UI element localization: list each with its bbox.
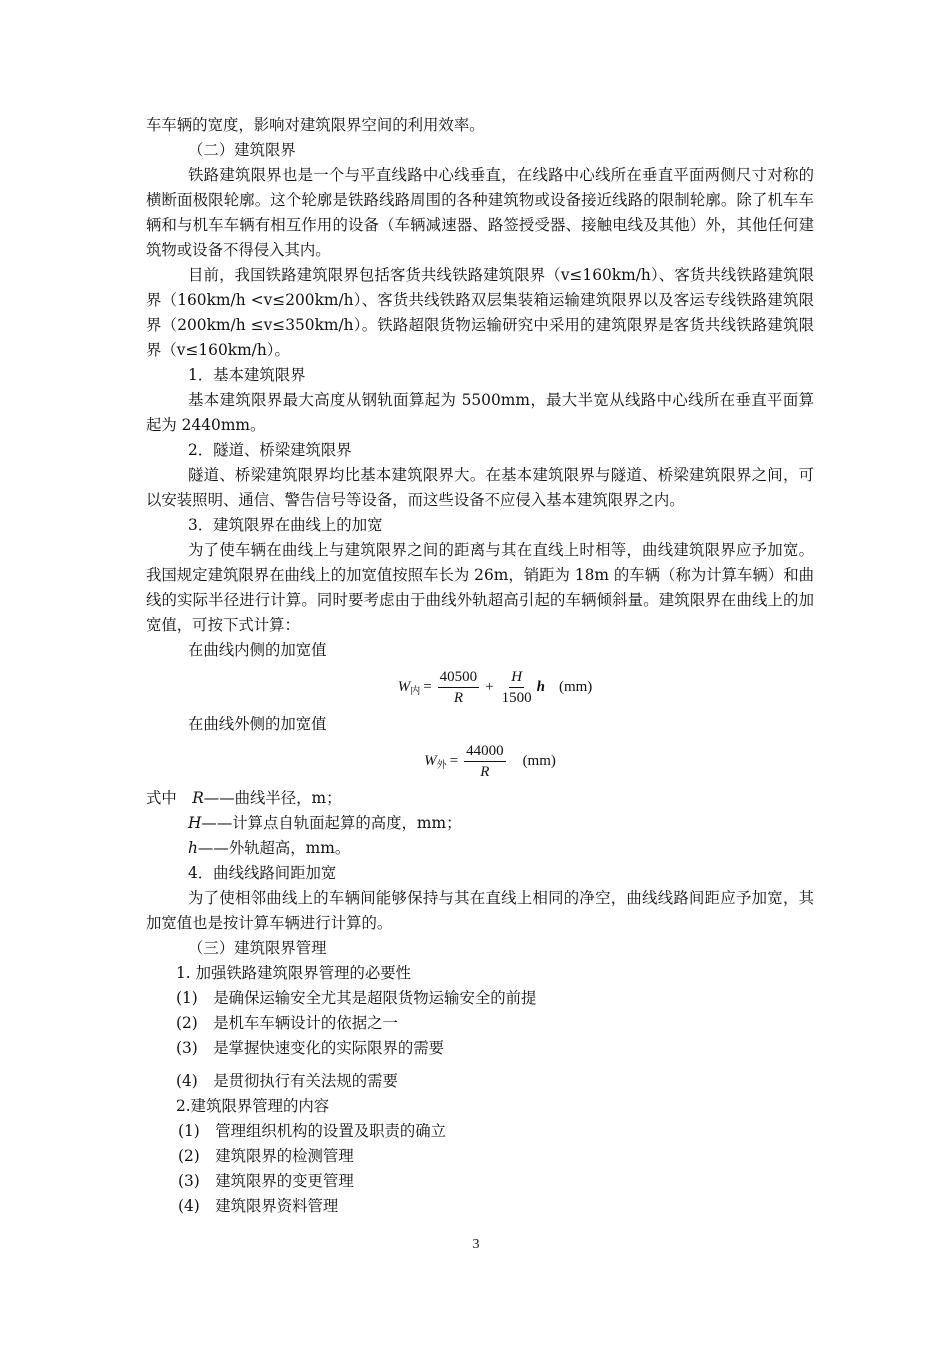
label-inner-widening: 在曲线内侧的加宽值 [188,641,327,659]
page-number: 3 [472,1237,480,1252]
formula-outer [166,741,814,782]
list-item: (2) 是机车车辆设计的依据之一 [176,1014,398,1032]
legend-r: 式中 R——曲线半径，m； [146,789,342,807]
paragraph-basic-clearance: 基本建筑限界最大高度从钢轨面算起为 5500mm，最大半宽从线路中心线所在垂直平面算起为 2440mm。 [146,391,814,434]
heading-building-clearance: （二）建筑限界 [188,141,296,159]
section2-title: 2.建筑限界管理的内容 [176,1097,330,1115]
document-page [146,113,814,1219]
list-item: (4) 建筑限界资料管理 [178,1197,339,1215]
paragraph-current-standards: 目前，我国铁路建筑限界包括客货共线铁路建筑限界（v≤160km/h）、客货共线铁路建筑限界（160km/h <v≤200km/h）、客货共线铁路双层集装箱运输建筑限界以及客运专线铁路建筑限界（200km/h ≤v≤350km/h）。铁路超限货物运输研究中采用的建筑限界是客货共线铁路建筑限界（v≤160km/h）。 [146,266,814,359]
paragraph-tunnel-bridge: 隧道、桥梁建筑限界均比基本建筑限界大。在基本建筑限界与隧道、桥梁建筑限界之间，可以安装照明、通信、警告信号等设备，而这些设备不应侵入基本建筑限界之内。 [146,466,814,509]
list-item: (3) 建筑限界的变更管理 [178,1172,354,1190]
heading-clearance-management: （三）建筑限界管理 [188,939,327,957]
formula-inner-w: $W_内$ [397,678,421,697]
formula-inner-eq: = [423,679,432,695]
formula-inner [176,667,814,708]
subheading-basic-clearance: 1．基本建筑限界 [188,366,306,384]
paragraph-track-spacing: 为了使相邻曲线上的车辆间能够保持与其在直线上相同的净空，曲线线路间距应予加宽，其加宽值也是按计算车辆进行计算的。 [146,889,814,932]
list-item: (2) 建筑限界的检测管理 [178,1147,354,1165]
label-outer-widening: 在曲线外侧的加宽值 [188,715,327,733]
list-item: (4) 是贯彻执行有关法规的需要 [176,1072,398,1090]
formula-outer-eq: = [449,753,459,769]
formula-inner-plus: + [485,679,494,695]
paragraph-curve-widening: 为了使车辆在曲线上与建筑限界之间的距离与其在直线上时相等，曲线建筑限界应予加宽。我国规定建筑限界在曲线上的加宽值按照车长为 26m，销距为 18m 的车辆（称为计算车辆）和曲线的实际半径进行计算。同时要考虑由于曲线外轨超高引起的车辆倾斜量。建筑限界在曲线上的加宽值，可按下式计算： [146,541,814,634]
list-item: (3) 是掌握快速变化的实际限界的需要 [176,1039,445,1057]
list-item: (1) 是确保运输安全尤其是超限货物运输安全的前提 [176,989,537,1007]
formula-outer-frac: $\frac{44000}{R}$ [466,743,504,780]
subheading-tunnel-bridge: 2．隧道、桥梁建筑限界 [188,441,352,459]
formula-inner-frac1: $\frac{40500}{R}$ [439,669,478,706]
legend-H: H——计算点自轨面起算的高度，mm； [188,814,462,832]
subheading-track-spacing: 4．曲线线路间距加宽 [188,864,337,882]
formula-inner-h: h [536,679,545,695]
section1-title: 1. 加强铁路建筑限界管理的必要性 [176,964,412,982]
formula-outer-w: $W_外$ [424,752,447,771]
paragraph-definition: 铁路建筑限界也是一个与平直线路中心线垂直，在线路中心线所在垂直平面两侧尺寸对称的横断面极限轮廓。这个轮廓是铁路线路周围的各种建筑物或设备接近线路的限制轮廓。除了机车车辆和与机车车辆有相互作用的设备（车辆减速器、路签授受器、接触电线及其他）外，其他任何建筑物或设备不得侵入其内。 [146,166,814,259]
legend-h: h——外轨超高，mm。 [188,839,351,857]
paragraph-continued: 车车辆的宽度，影响对建筑限界空间的利用效率。 [146,116,485,134]
formula-inner-unit: (mm) [558,679,593,695]
formula-outer-unit: (mm) [522,753,556,769]
formula-inner-frac2: $\frac{H}{1500}$ [501,669,532,706]
list-item: (1) 管理组织机构的设置及职责的确立 [178,1122,447,1140]
subheading-curve-widening: 3．建筑限界在曲线上的加宽 [188,516,383,534]
